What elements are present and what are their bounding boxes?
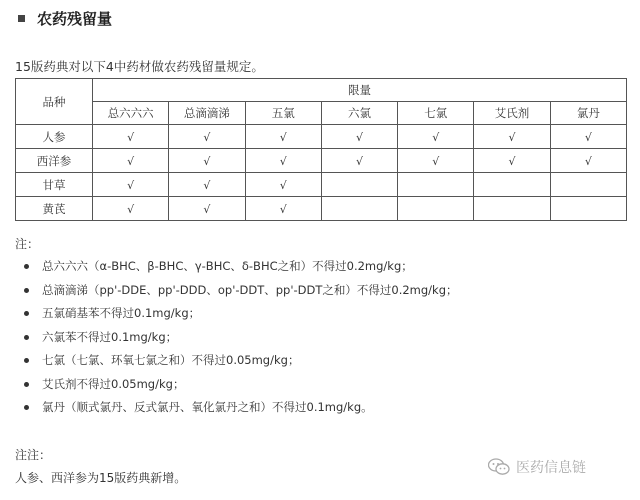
check-mark-icon: √ <box>127 202 135 216</box>
table-header-row <box>16 79 627 102</box>
limit-cell <box>550 197 626 221</box>
bullet-icon <box>24 382 29 387</box>
variety-header: 品种 <box>16 79 93 125</box>
bullet-icon <box>24 405 29 410</box>
intro-text: 15版药典对以下4中药材做农药残留量规定。 <box>15 59 264 74</box>
limit-cell <box>474 197 550 221</box>
check-mark-icon: √ <box>508 130 516 144</box>
list-item <box>24 329 458 353</box>
section-title: 农药残留量 <box>37 10 113 28</box>
limit-cell <box>398 173 474 197</box>
note-text: 六氯苯不得过0.1mg/kg； <box>42 329 178 344</box>
limit-cell <box>169 173 245 197</box>
list-item <box>24 399 458 423</box>
limit-cell <box>321 173 397 197</box>
note-text: 总六六六（α-BHC、β-BHC、γ-BHC、δ-BHC之和）不得过0.2mg/kg； <box>42 259 413 273</box>
bullet-icon <box>24 358 29 363</box>
limit-cell <box>550 125 626 149</box>
check-mark-icon: √ <box>203 202 211 216</box>
limit-cell <box>398 197 474 221</box>
limit-cell <box>321 125 397 149</box>
limit-cell <box>398 149 474 173</box>
notes-label: 注： <box>15 237 40 251</box>
limit-cell <box>93 125 169 149</box>
column-header: 七氯 <box>398 102 474 125</box>
limit-cell <box>169 197 245 221</box>
list-item <box>24 305 458 329</box>
footnote-label: 注注： <box>15 448 52 462</box>
note-text: 总滴滴涕（pp'-DDE、pp'-DDD、op'-DDT、pp'-DDT之和）不得过0.2mg/kg； <box>42 282 458 297</box>
list-item <box>24 258 458 282</box>
check-mark-icon: √ <box>127 130 135 144</box>
pesticide-residue-table <box>15 78 627 221</box>
limit-cell <box>93 149 169 173</box>
limit-cell <box>245 125 321 149</box>
table-row <box>16 173 627 197</box>
note-text: 艾氏剂不得过0.05mg/kg； <box>42 376 185 391</box>
check-mark-icon: √ <box>508 154 516 168</box>
limit-cell <box>550 149 626 173</box>
bullet-icon <box>24 311 29 316</box>
bullet-icon <box>24 288 29 293</box>
limit-cell <box>550 173 626 197</box>
column-header: 总滴滴涕 <box>169 102 245 125</box>
limit-cell <box>169 125 245 149</box>
table-row <box>16 149 627 173</box>
bullet-icon <box>24 335 29 340</box>
column-header: 氯丹 <box>550 102 626 125</box>
limit-cell <box>245 173 321 197</box>
variety-cell: 黄芪 <box>16 197 93 221</box>
check-mark-icon: √ <box>127 178 135 192</box>
limit-cell <box>474 125 550 149</box>
variety-cell: 甘草 <box>16 173 93 197</box>
watermark <box>488 457 586 477</box>
limit-cell <box>398 125 474 149</box>
list-item <box>24 282 458 306</box>
check-mark-icon: √ <box>279 130 287 144</box>
check-mark-icon: √ <box>127 154 135 168</box>
table-body <box>16 125 627 221</box>
heading-square-icon <box>18 15 25 22</box>
check-mark-icon: √ <box>584 154 592 168</box>
check-mark-icon: √ <box>203 178 211 192</box>
check-mark-icon: √ <box>203 130 211 144</box>
list-item <box>24 352 458 376</box>
wechat-icon <box>488 458 510 476</box>
column-header: 五氯 <box>245 102 321 125</box>
column-header: 艾氏剂 <box>474 102 550 125</box>
check-mark-icon: √ <box>279 202 287 216</box>
check-mark-icon: √ <box>203 154 211 168</box>
column-header: 总六六六 <box>93 102 169 125</box>
table-subheader-row <box>16 102 627 125</box>
section-heading <box>18 8 112 29</box>
check-mark-icon: √ <box>355 154 363 168</box>
check-mark-icon: √ <box>584 130 592 144</box>
variety-cell: 西洋参 <box>16 149 93 173</box>
limit-cell <box>245 149 321 173</box>
check-mark-icon: √ <box>432 154 440 168</box>
limit-cell <box>474 173 550 197</box>
limit-header: 限量 <box>93 79 627 102</box>
list-item <box>24 376 458 400</box>
limit-cell <box>321 197 397 221</box>
limit-cell <box>169 149 245 173</box>
check-mark-icon: √ <box>432 130 440 144</box>
limit-cell <box>93 173 169 197</box>
bullet-icon <box>24 264 29 269</box>
table-row <box>16 197 627 221</box>
check-mark-icon: √ <box>355 130 363 144</box>
check-mark-icon: √ <box>279 154 287 168</box>
check-mark-icon: √ <box>279 178 287 192</box>
column-header: 六氯 <box>321 102 397 125</box>
note-text: 五氯硝基苯不得过0.1mg/kg； <box>42 306 201 320</box>
limit-cell <box>93 197 169 221</box>
table-row <box>16 125 627 149</box>
note-text: 氯丹（顺式氯丹、反式氯丹、氧化氯丹之和）不得过0.1mg/kg。 <box>42 400 373 414</box>
limit-cell <box>245 197 321 221</box>
limit-cell <box>321 149 397 173</box>
limit-cell <box>474 149 550 173</box>
notes-list <box>24 258 458 423</box>
footnote-text: 人参、西洋参为15版药典新增。 <box>15 471 187 485</box>
note-text: 七氯（七氯、环氧七氯之和）不得过0.05mg/kg； <box>42 353 300 367</box>
watermark-text: 医药信息链 <box>516 460 586 476</box>
variety-cell: 人参 <box>16 125 93 149</box>
